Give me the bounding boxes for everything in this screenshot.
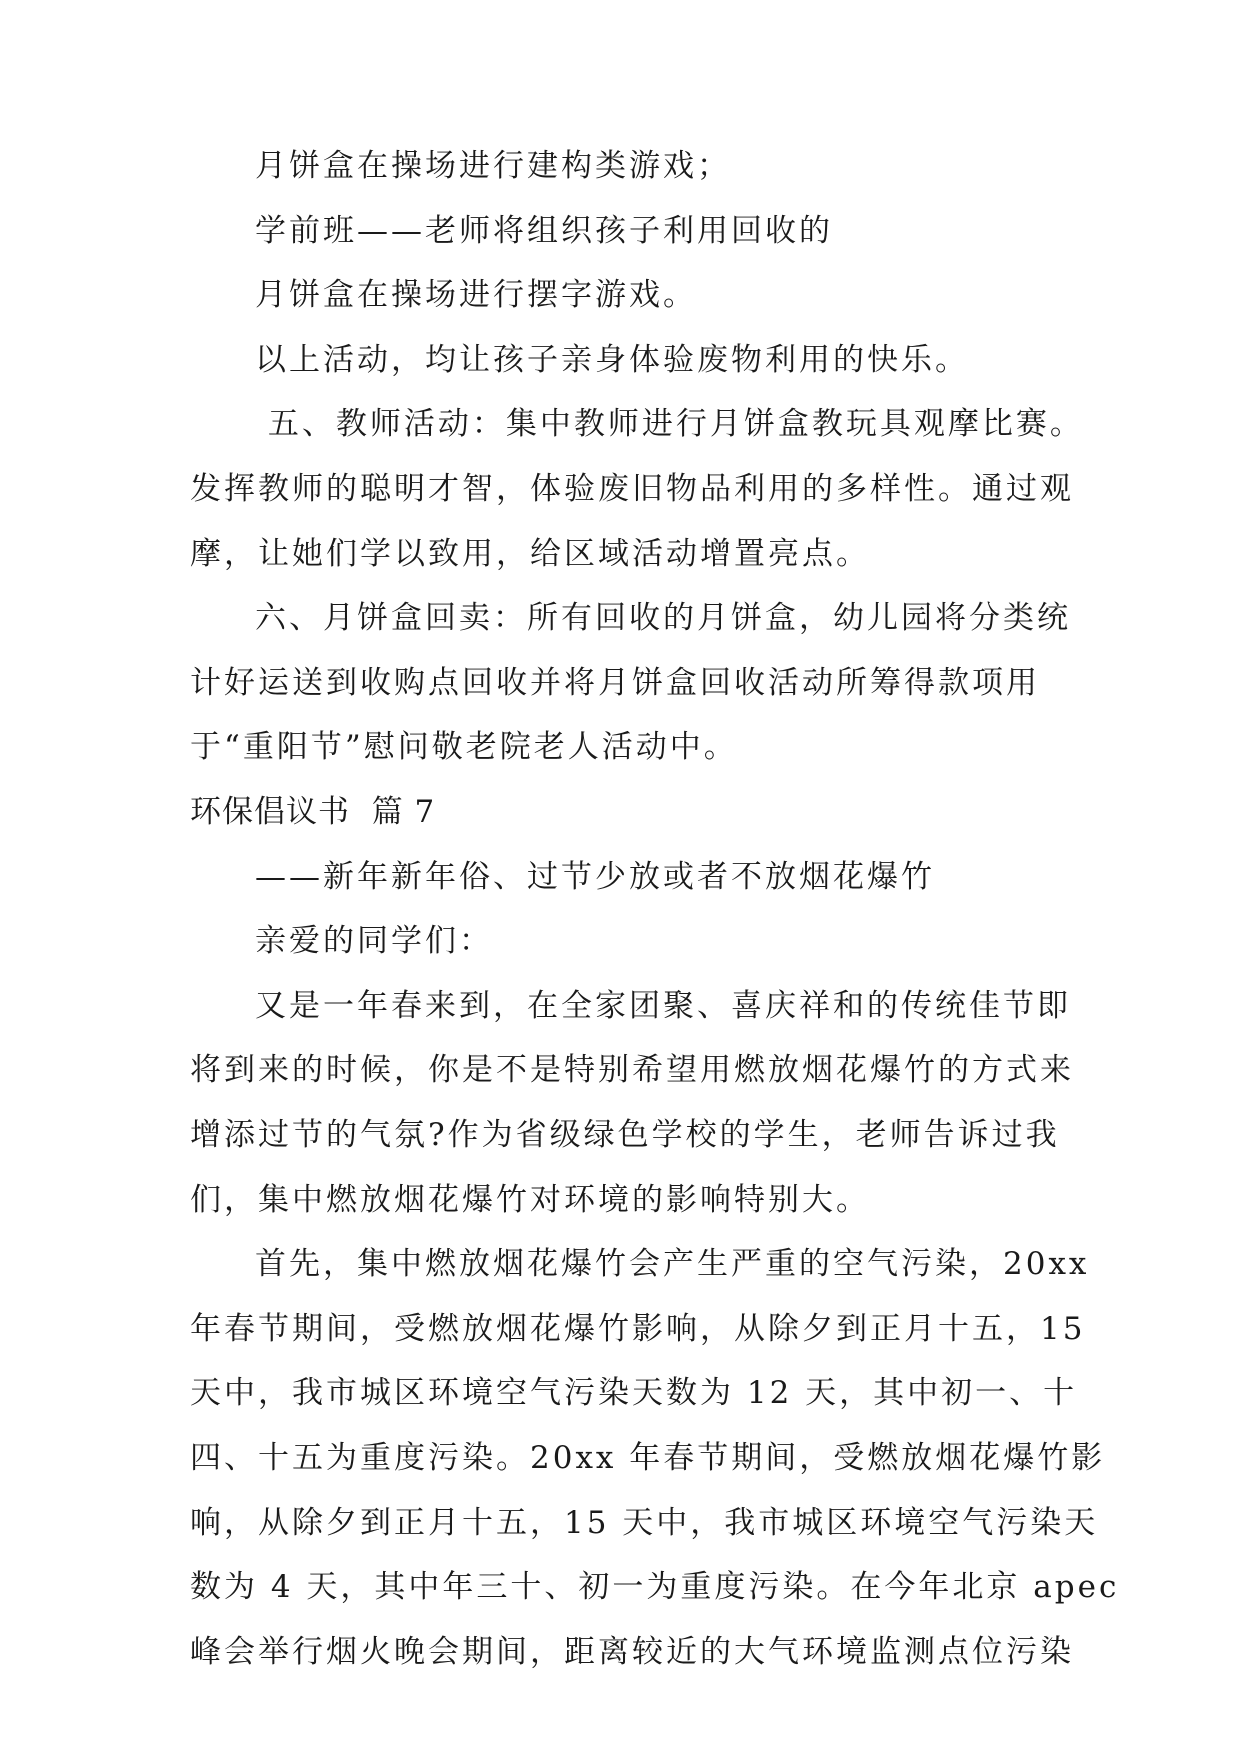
text-line: 月饼盒在操场进行建构类游戏；	[255, 148, 731, 184]
text-line: 天中，我市城区环境空气污染天数为 12 天，其中初一、十	[190, 1375, 1078, 1412]
text-line: 以上活动，均让孩子亲身体验废物利用的快乐。	[255, 341, 969, 378]
text-line: 首先，集中燃放烟花爆竹会产生严重的空气污染，20xx	[255, 1246, 1090, 1283]
article-subtitle: ——新年新年俗、过节少放或者不放烟花爆竹	[255, 858, 935, 895]
text-line: 月饼盒在操场进行摆字游戏。	[255, 277, 697, 314]
text-line: 学前班——老师将组织孩子利用回收的	[255, 212, 833, 249]
text-line: 发挥教师的聪明才智，体验废旧物品利用的多样性。通过观	[190, 471, 1074, 507]
article-title: 环保倡议书 篇 7	[190, 794, 436, 830]
text-line: 数为 4 天，其中年三十、初一为重度污染。在今年北京 apec	[190, 1569, 1120, 1606]
salutation: 亲爱的同学们：	[255, 923, 493, 960]
text-line: 摩，让她们学以致用，给区域活动增置亮点。	[190, 535, 870, 572]
text-line: 又是一年春来到，在全家团聚、喜庆祥和的传统佳节即	[255, 987, 1071, 1024]
text-line: 计好运送到收购点回收并将月饼盒回收活动所筹得款项用	[190, 664, 1040, 701]
text-line: 年春节期间，受燃放烟花爆竹影响，从除夕到正月十五，15	[190, 1310, 1086, 1347]
text-line: 峰会举行烟火晚会期间，距离较近的大气环境监测点位污染	[190, 1633, 1074, 1670]
section-heading-five: 五、教师活动：集中教师进行月饼盒教玩具观摩比赛。	[255, 406, 1084, 443]
text-line: 于“重阳节”慰问敬老院老人活动中。	[190, 729, 738, 766]
text-line: 将到来的时候，你是不是特别希望用燃放烟花爆竹的方式来	[190, 1052, 1074, 1089]
section-heading-six: 六、月饼盒回卖：所有回收的月饼盒，幼儿园将分类统	[255, 600, 1071, 637]
text-line: 增添过节的气氛?作为省级绿色学校的学生，老师告诉过我	[190, 1117, 1060, 1153]
text-line: 四、十五为重度污染。20xx 年春节期间，受燃放烟花爆竹影	[190, 1440, 1106, 1476]
text-line: 响，从除夕到正月十五，15 天中，我市城区环境空气污染天	[190, 1504, 1099, 1541]
text-line: 们，集中燃放烟花爆竹对环境的影响特别大。	[190, 1181, 870, 1218]
